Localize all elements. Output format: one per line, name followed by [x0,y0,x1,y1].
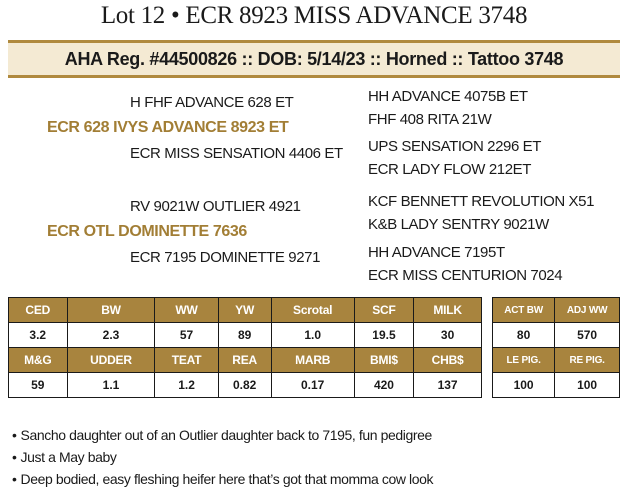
actuals-header: RE PIG. [555,348,620,373]
dd-sire: HH ADVANCE 7195T [368,244,505,261]
epd-header: Scrotal [271,298,354,323]
epd-header: WW [155,298,218,323]
sire-dam: ECR MISS SENSATION 4406 ET [130,145,343,162]
epd-table [8,297,482,398]
dd-dam: ECR MISS CENTURION 7024 [368,267,563,284]
ds-sire: KCF BENNETT REVOLUTION X51 [368,193,595,210]
actuals-value: 570 [555,323,620,348]
ss-dam: FHF 408 RITA 21W [368,111,492,128]
epd-value: 0.17 [271,373,354,398]
epd-value-row [9,373,482,398]
epd-value: 2.3 [67,323,155,348]
sire: ECR 628 IVYS ADVANCE 8923 ET [47,119,289,136]
epd-value: 89 [218,323,271,348]
sd-sire: UPS SENSATION 2296 ET [368,138,542,155]
dam-sire: RV 9021W OUTLIER 4921 [130,198,301,215]
epd-value: 137 [414,373,482,398]
lot-title: Lot 12 • ECR 8923 MISS ADVANCE 3748 [100,2,528,29]
actuals-value: 80 [493,323,555,348]
epd-value-row [9,323,482,348]
notes-list [12,424,433,490]
dam-dam: ECR 7195 DOMINETTE 9271 [130,249,321,266]
epd-header: YW [218,298,271,323]
actuals-value: 100 [555,373,620,398]
epd-header: BMI$ [354,348,414,373]
actuals-header-row [493,348,620,373]
note-item: • Just a May baby [12,446,433,468]
epd-header: CHB$ [414,348,482,373]
epd-header: UDDER [67,348,155,373]
epd-header: REA [218,348,271,373]
actuals-header: LE PIG. [493,348,555,373]
epd-value: 1.1 [67,373,155,398]
epd-header: MARB [271,348,354,373]
epd-value: 0.82 [218,373,271,398]
epd-header: TEAT [155,348,218,373]
epd-header-row [9,298,482,323]
epd-header-row [9,348,482,373]
note-item: • Sancho daughter out of an Outlier daughter back to 7195, fun pedigree [12,424,433,446]
epd-header: SCF [354,298,414,323]
epd-value: 1.2 [155,373,218,398]
epd-header: CED [9,298,68,323]
epd-value: 57 [155,323,218,348]
epd-header: M&G [9,348,68,373]
actuals-value-row [493,373,620,398]
registration-bar: AHA Reg. #44500826 :: DOB: 5/14/23 :: Horned :: Tattoo 3748 [8,40,620,78]
ss-sire: HH ADVANCE 4075B ET [368,88,528,105]
note-item: • Deep bodied, easy fleshing heifer here that’s got that momma cow look [12,468,433,490]
actuals-header-row [493,298,620,323]
dam: ECR OTL DOMINETTE 7636 [47,223,247,240]
sire-sire: H FHF ADVANCE 628 ET [130,94,294,111]
epd-value: 19.5 [354,323,414,348]
ds-dam: K&B LADY SENTRY 9021W [368,216,549,233]
epd-value: 3.2 [9,323,68,348]
epd-value: 59 [9,373,68,398]
sd-dam: ECR LADY FLOW 212ET [368,161,532,178]
epd-value: 30 [414,323,482,348]
actuals-header: ACT BW [493,298,555,323]
actuals-table [492,297,620,398]
epd-value: 1.0 [271,323,354,348]
epd-value: 420 [354,373,414,398]
epd-header: BW [67,298,155,323]
actuals-value-row [493,323,620,348]
epd-header: MILK [414,298,482,323]
actuals-header: ADJ WW [555,298,620,323]
actuals-value: 100 [493,373,555,398]
